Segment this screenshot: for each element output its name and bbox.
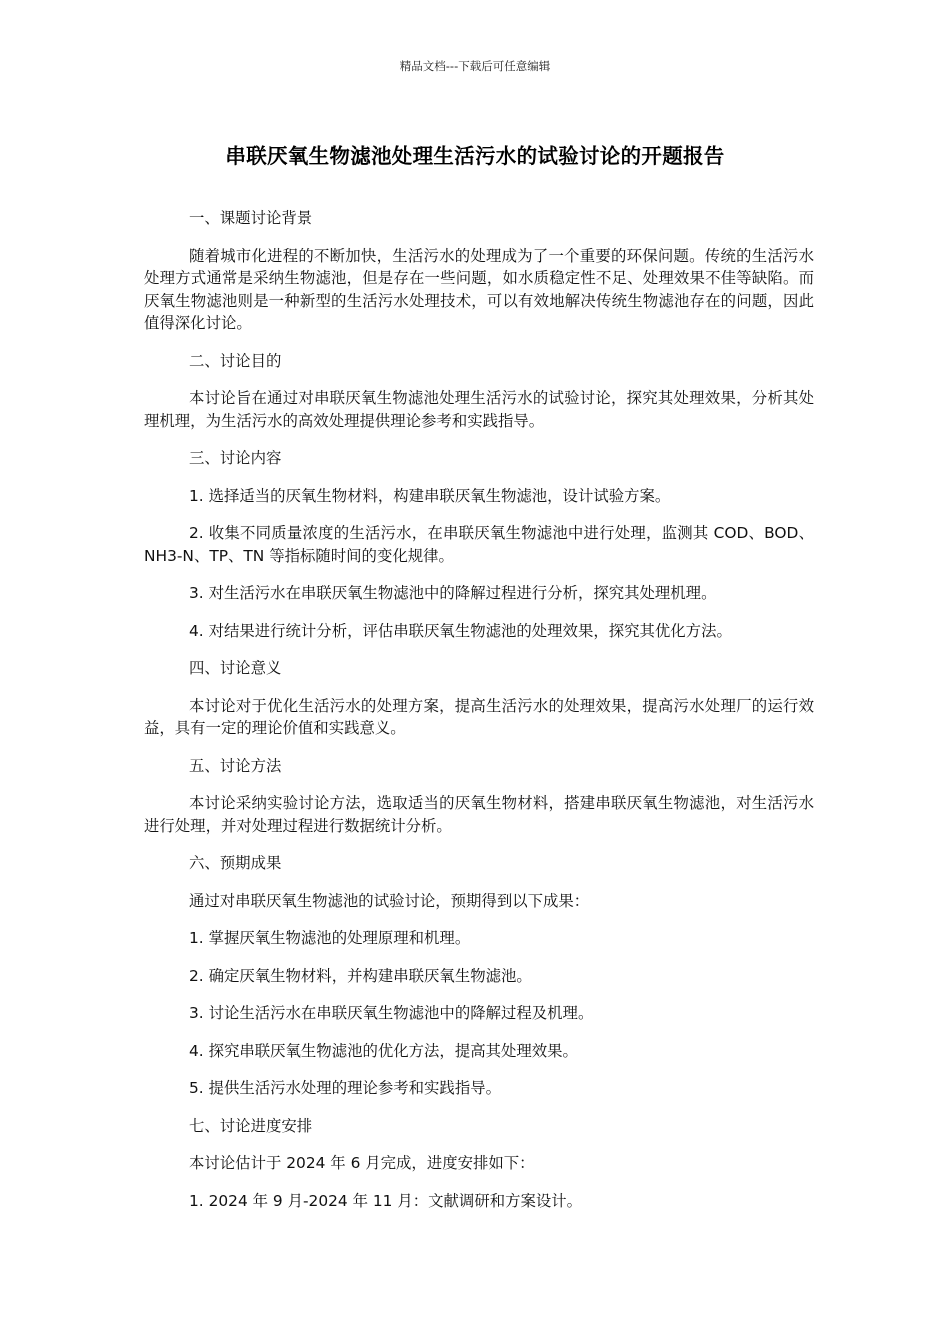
section-heading: 一、课题讨论背景: [189, 209, 313, 227]
paragraph: 2. 收集不同质量浓度的生活污水，在串联厌氧生物滤池中进行处理，监测其 COD、BOD、NH3-N、TP、TN 等指标随时间的变化规律。: [144, 524, 814, 565]
section-heading: 四、讨论意义: [189, 659, 282, 677]
paragraph: 5. 提供生活污水处理的理论参考和实践指导。: [189, 1079, 501, 1097]
page-header-note: 精品文档---下载后可任意编辑: [399, 59, 551, 73]
section-heading: 六、预期成果: [189, 854, 282, 872]
paragraph: 本讨论估计于 2024 年 6 月完成，进度安排如下：: [189, 1154, 535, 1172]
paragraph: 3. 对生活污水在串联厌氧生物滤池中的降解过程进行分析，探究其处理机理。: [189, 584, 717, 602]
document-body: [144, 207, 814, 1227]
paragraph: 本讨论对于优化生活污水的处理方案，提高生活污水的处理效果，提高污水处理厂的运行效益，具有一定的理论价值和实践意义。: [144, 696, 814, 737]
paragraph: 通过对串联厌氧生物滤池的试验讨论，预期得到以下成果：: [189, 891, 590, 910]
paragraph: 本讨论采纳实验讨论方法，选取适当的厌氧生物材料，搭建串联厌氧生物滤池，对生活污水进行处理，并对处理过程进行数据统计分析。: [144, 794, 814, 835]
paragraph: 本讨论旨在通过对串联厌氧生物滤池处理生活污水的试验讨论，探究其处理效果，分析其处理机理，为生活污水的高效处理提供理论参考和实践指导。: [144, 389, 814, 430]
paragraph: 2. 确定厌氧生物材料，并构建串联厌氧生物滤池。: [189, 966, 532, 985]
paragraph: 1. 选择适当的厌氧生物材料，构建串联厌氧生物滤池，设计试验方案。: [189, 486, 671, 505]
document-title: 串联厌氧生物滤池处理生活污水的试验讨论的开题报告: [225, 144, 725, 168]
section-heading: 五、讨论方法: [189, 756, 282, 775]
paragraph: 随着城市化进程的不断加快，生活污水的处理成为了一个重要的环保问题。传统的生活污水处理方式通常是采纳生物滤池，但是存在一些问题，如水质稳定性不足、处理效果不佳等缺陷。而厌氧生物滤池则是一种新型的生活污水处理技术，可以有效地解决传统生物滤池存在的问题，因此值得深化讨论。: [144, 246, 814, 332]
section-heading: 三、讨论内容: [189, 449, 282, 467]
paragraph: 4. 对结果进行统计分析，评估串联厌氧生物滤池的处理效果，探究其优化方法。: [189, 621, 732, 640]
paragraph: 1. 2024 年 9 月-2024 年 11 月：文献调研和方案设计。: [189, 1191, 583, 1210]
section-heading: 七、讨论进度安排: [189, 1116, 313, 1135]
paragraph: 3. 讨论生活污水在串联厌氧生物滤池中的降解过程及机理。: [189, 1004, 594, 1022]
paragraph: 1. 掌握厌氧生物滤池的处理原理和机理。: [189, 929, 471, 947]
section-heading: 二、讨论目的: [189, 351, 282, 370]
paragraph: 4. 探究串联厌氧生物滤池的优化方法，提高其处理效果。: [189, 1041, 578, 1060]
